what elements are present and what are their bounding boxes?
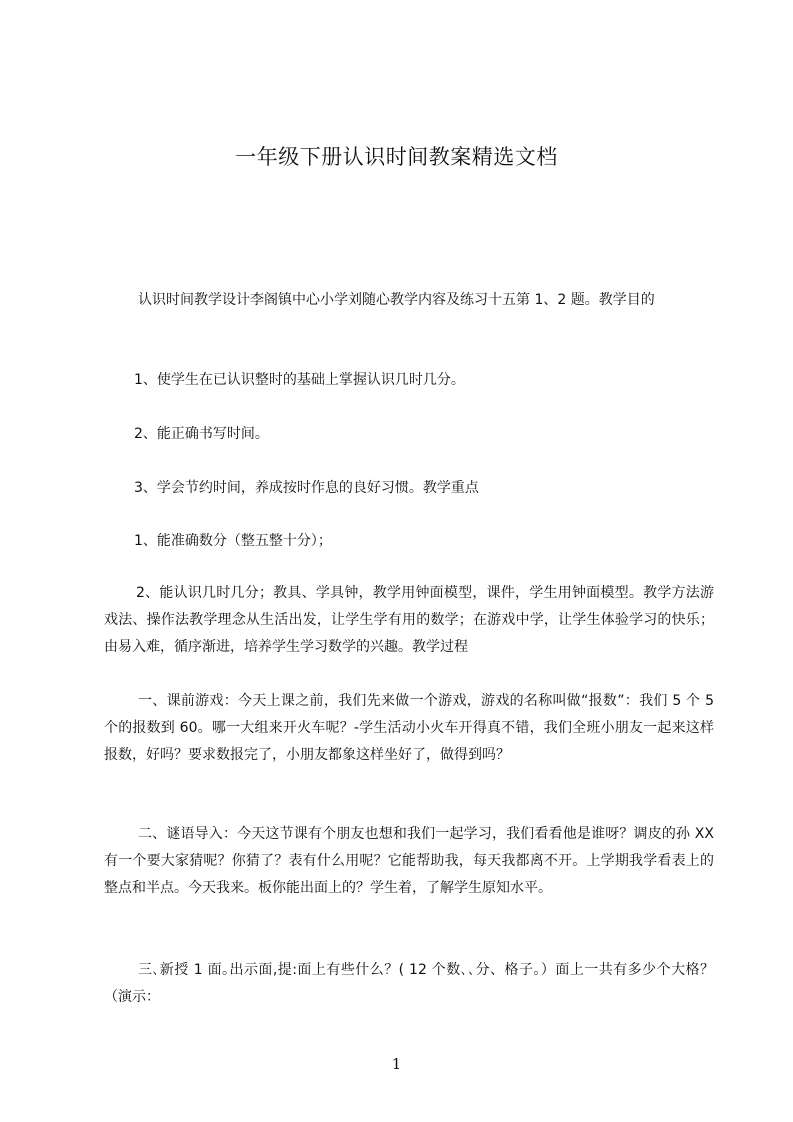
paragraph-riddle-intro: 二、谜语导入：今天这节课有个朋友也想和我们一起学习，我们看看他是谁呀？调皮的孙 XX 有一个要大家猜呢？你猜了？表有什么用呢？它能帮助我，每天我都离不开。上学期我学看表上的整点和半点。今天我来。板你能出面上的？学生着，了解学生原知水平。 [104, 826, 714, 896]
paragraph-key-point-2: 2、能认识几时几分；教具、学具钟，教学用钟面模型，课件，学生用钟面模型。教学方法游戏法、操作法教学理念从生活出发，让学生学有用的数学；在游戏中学，让学生体验学习的快乐；由易入难，循序渐进，培养学生学习数学的兴趣。教学过程 [104, 585, 714, 655]
paragraph-warmup-game: 一、课前游戏：今天上课之前，我们先来做一个游戏，游戏的名称叫做“报数”：我们 5 个 5 个的报数到 60。哪一大组来开火车呢？-学生活动小火车开得真不错，我们全班小朋友一起来这样报数，好吗？要求数报完了，小朋友都象这样坐好了，做得到吗？ [104, 693, 714, 763]
paragraph-objective-3: 3、学会节约时间，养成按时作息的良好习惯。教学重点 [134, 480, 479, 496]
page-number: 1 [391, 1055, 402, 1073]
paragraph-new-lesson: 三､新授 1 面｡出示面,提:面上有些什么？( 12 个数､､分、格子｡）面上一共有多少个大格？（演示： [104, 962, 714, 1005]
paragraph-objective-1: 1、使学生在已认识整时的基础上掌握认识几时几分。 [134, 372, 465, 388]
paragraph-intro: 认识时间教学设计李阁镇中心小学刘随心教学内容及练习十五第 1、2 题。教学目的 [138, 292, 655, 308]
paragraph-objective-2: 2、能正确书写时间。 [134, 426, 269, 442]
document-title: 一年级下册认识时间教案精选文档 [235, 145, 558, 169]
paragraph-key-point-1: 1、能准确数分（整五整十分）； [134, 533, 332, 549]
